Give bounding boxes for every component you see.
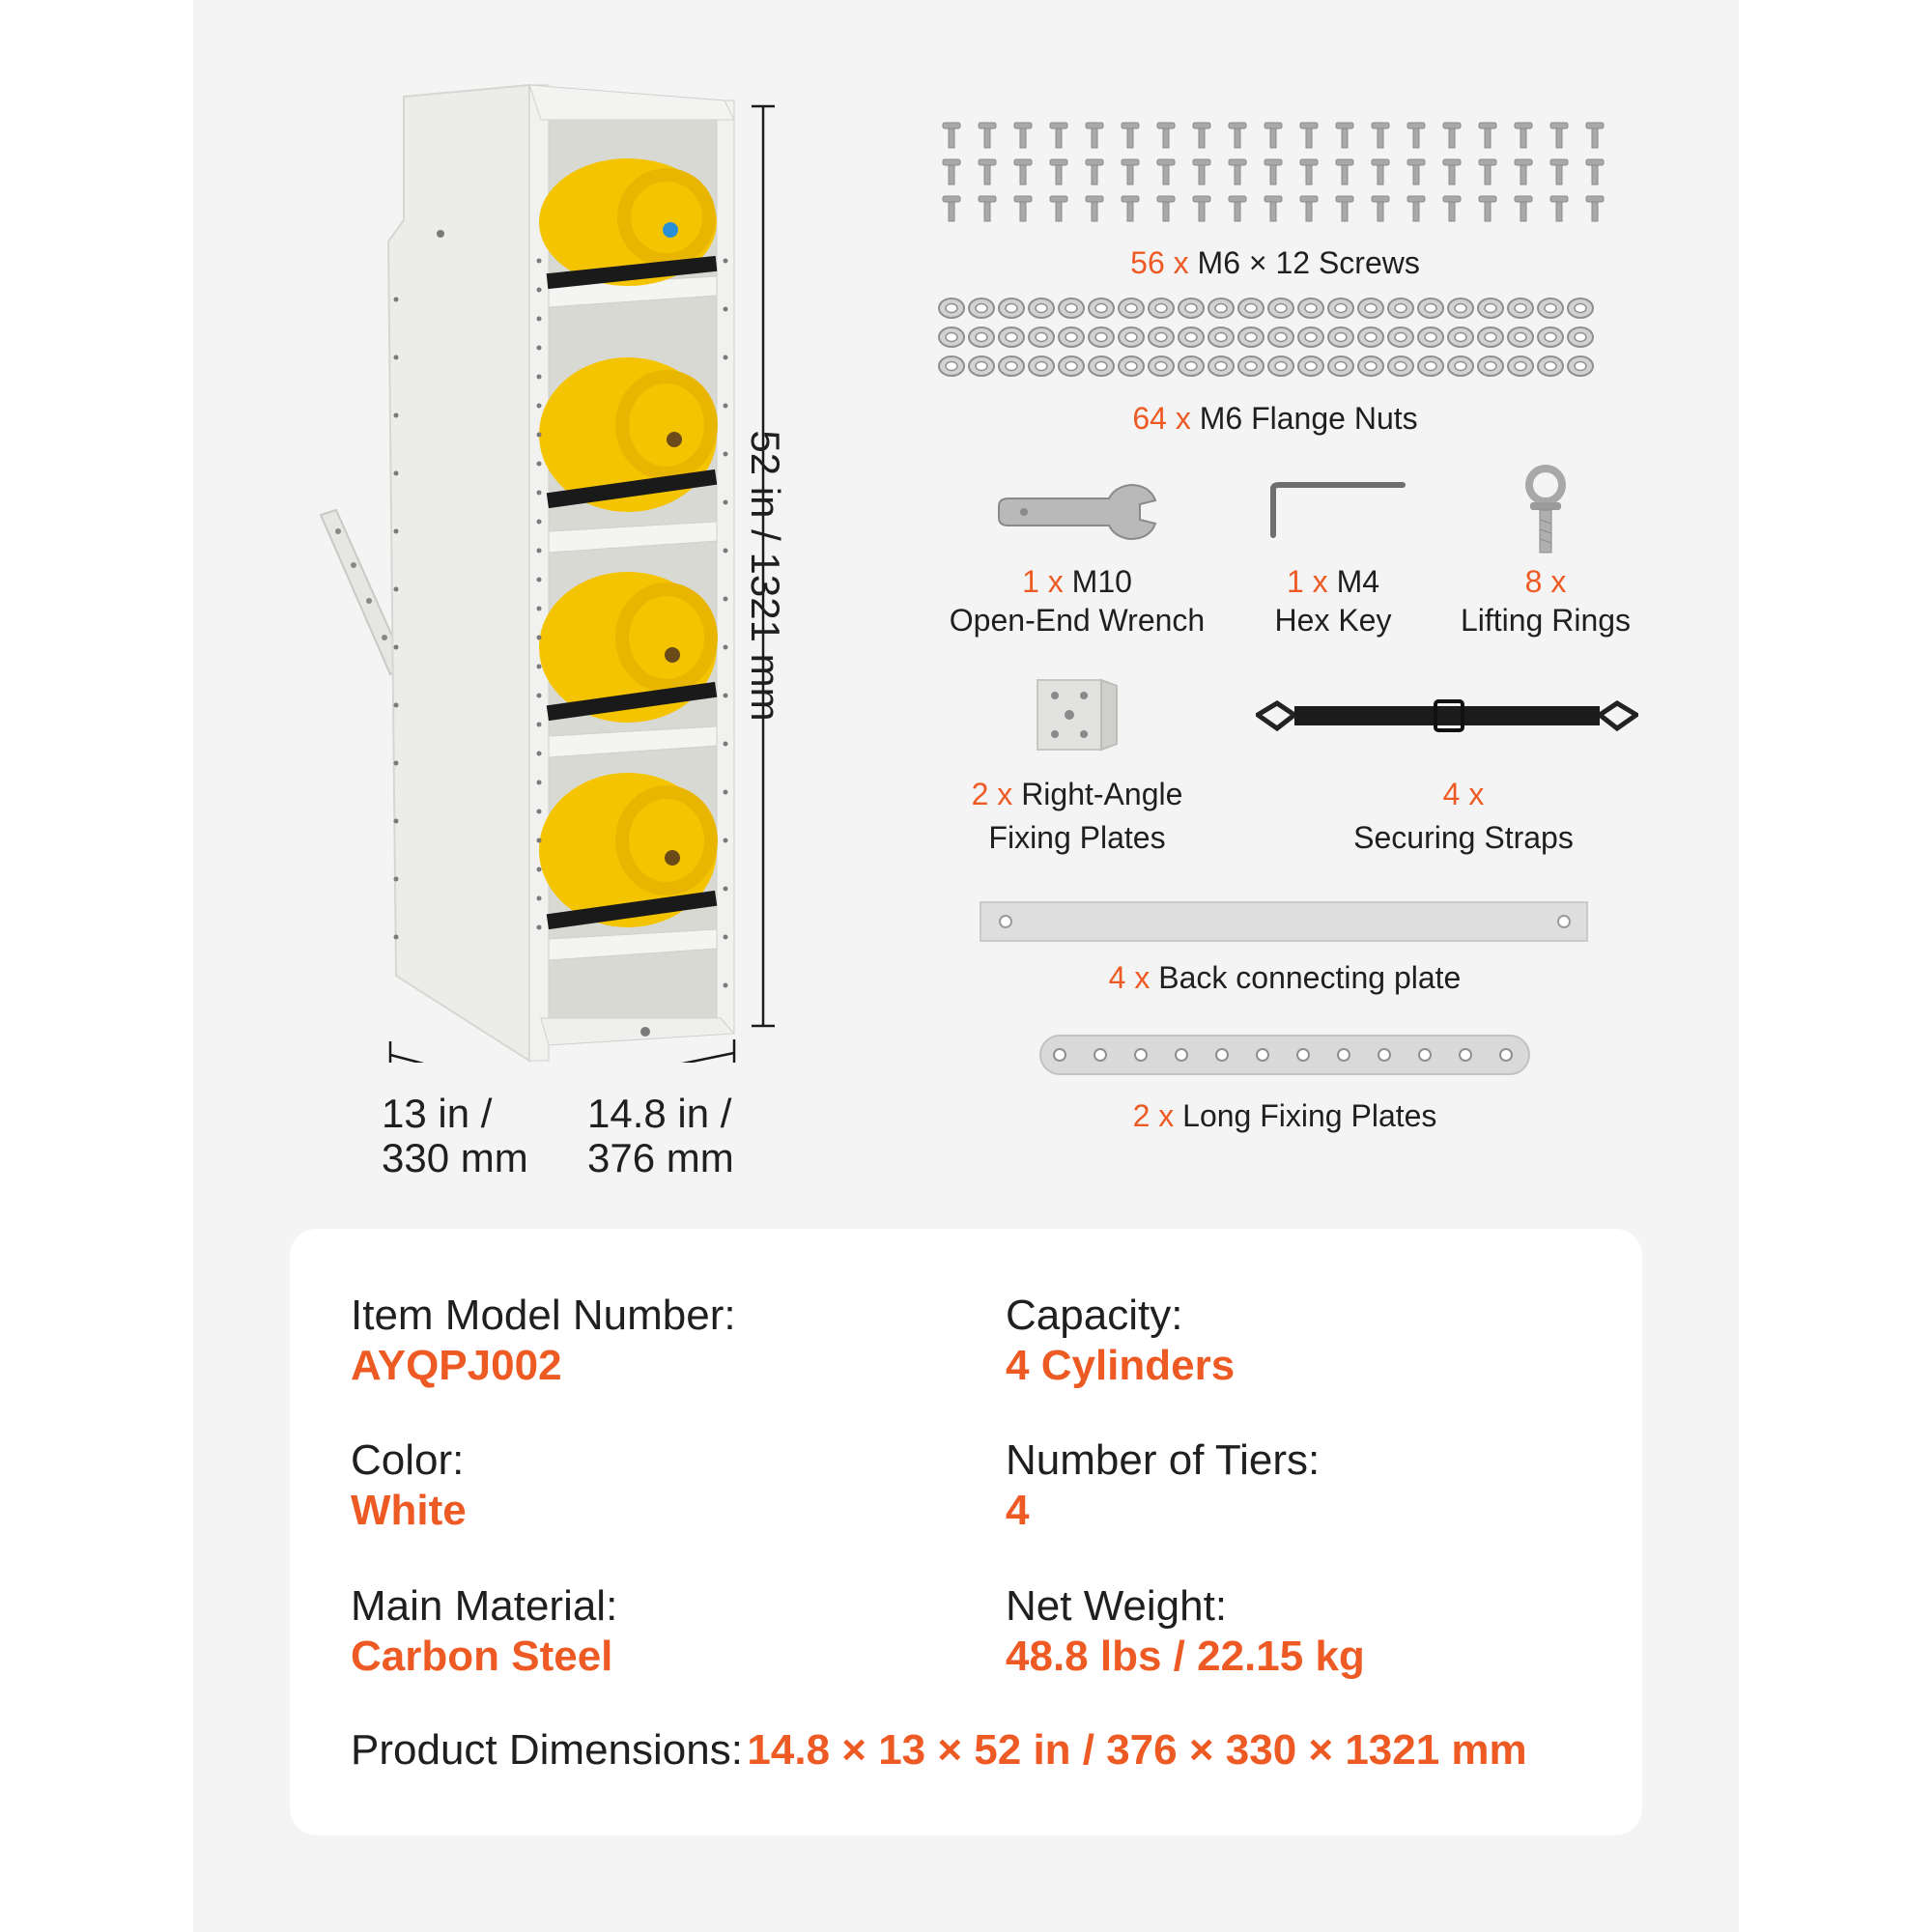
spec-tiers-value: 4 xyxy=(1006,1487,1030,1534)
lifting-ring-icon xyxy=(1517,464,1575,560)
spec-material-value: Carbon Steel xyxy=(351,1633,613,1680)
spec-dimensions-value: 14.8 × 13 × 52 in / 376 × 330 × 1321 mm xyxy=(747,1726,1527,1774)
back-plate-name: Back connecting plate xyxy=(1158,960,1462,995)
spec-model xyxy=(351,1291,736,1391)
flange-nuts-label xyxy=(966,399,1584,438)
long-plate-name: Long Fixing Plates xyxy=(1182,1098,1437,1133)
width-dimension-label xyxy=(587,1092,734,1180)
fixing-plates-label xyxy=(927,773,1227,860)
screws-name: M6 × 12 Screws xyxy=(1197,245,1420,280)
screws-label xyxy=(966,243,1584,282)
spec-dimensions xyxy=(351,1725,1527,1776)
flange-nuts-name: M6 Flange Nuts xyxy=(1199,401,1418,436)
wrench-label xyxy=(927,562,1227,639)
spec-tiers-label: Number of Tiers: xyxy=(1006,1436,1321,1484)
fixing-plates-name-2: Fixing Plates xyxy=(988,820,1166,855)
flange-nut-icon xyxy=(937,295,1613,384)
spec-model-value: AYQPJ002 xyxy=(351,1342,562,1389)
spec-model-label: Item Model Number: xyxy=(351,1292,736,1339)
wrench-size: M10 xyxy=(1071,564,1132,599)
fixing-plate-icon xyxy=(1034,676,1121,753)
long-plate-icon xyxy=(1038,1034,1531,1076)
hex-key-label xyxy=(1256,562,1410,639)
lifting-rings-name: Lifting Rings xyxy=(1460,603,1632,638)
hex-key-qty: 1 x xyxy=(1286,564,1328,599)
screws-qty: 56 x xyxy=(1130,245,1189,280)
straps-qty: 4 x xyxy=(1442,777,1485,811)
spec-color-value: White xyxy=(351,1487,467,1534)
straps-label xyxy=(1333,773,1594,860)
spec-weight xyxy=(1006,1581,1365,1682)
hex-key-size: M4 xyxy=(1336,564,1380,599)
lifting-rings-label xyxy=(1439,562,1652,639)
back-plate-qty: 4 x xyxy=(1108,960,1151,995)
flange-nuts-qty: 64 x xyxy=(1132,401,1191,436)
spec-color-label: Color: xyxy=(351,1436,465,1484)
wrench-icon xyxy=(995,483,1159,541)
depth-dimension-metric: 330 mm xyxy=(382,1135,528,1180)
long-plate-qty: 2 x xyxy=(1132,1098,1175,1133)
spec-capacity-value: 4 Cylinders xyxy=(1006,1342,1236,1389)
back-plate-label xyxy=(966,958,1604,997)
spec-card xyxy=(290,1229,1642,1835)
fixing-plates-qty: 2 x xyxy=(971,777,1013,811)
spec-capacity-label: Capacity: xyxy=(1006,1292,1183,1339)
spec-tiers xyxy=(1006,1435,1320,1536)
spec-capacity xyxy=(1006,1291,1235,1391)
fixing-plates-name-1: Right-Angle xyxy=(1021,777,1183,811)
cabinet-side-panel xyxy=(388,85,529,1061)
screw-icon xyxy=(937,121,1613,232)
gas-cylinder-2 xyxy=(539,357,717,512)
spec-weight-label: Net Weight: xyxy=(1006,1582,1228,1630)
wrench-qty: 1 x xyxy=(1022,564,1064,599)
width-dimension-imperial: 14.8 in / xyxy=(587,1091,732,1136)
straps-name: Securing Straps xyxy=(1353,820,1574,855)
long-plate-label xyxy=(966,1096,1604,1135)
spec-material-label: Main Material: xyxy=(351,1582,618,1630)
back-plate-icon xyxy=(979,900,1589,943)
depth-dimension-label xyxy=(382,1092,528,1180)
strap-icon xyxy=(1256,694,1638,742)
hex-key-name: Hex Key xyxy=(1274,603,1392,638)
lifting-rings-qty: 8 x xyxy=(1524,564,1567,599)
spec-material xyxy=(351,1581,617,1682)
gas-cylinder-3 xyxy=(539,572,717,723)
width-dimension-metric: 376 mm xyxy=(587,1135,734,1180)
hex-key-icon xyxy=(1265,481,1410,539)
spec-color xyxy=(351,1435,467,1536)
wrench-name: Open-End Wrench xyxy=(949,603,1206,638)
spec-dimensions-label: Product Dimensions: xyxy=(351,1726,743,1774)
spec-weight-value: 48.8 lbs / 22.15 kg xyxy=(1006,1633,1365,1680)
depth-dimension-imperial: 13 in / xyxy=(382,1091,493,1136)
height-dimension-label: 52 in / 1321 mm xyxy=(743,430,788,722)
